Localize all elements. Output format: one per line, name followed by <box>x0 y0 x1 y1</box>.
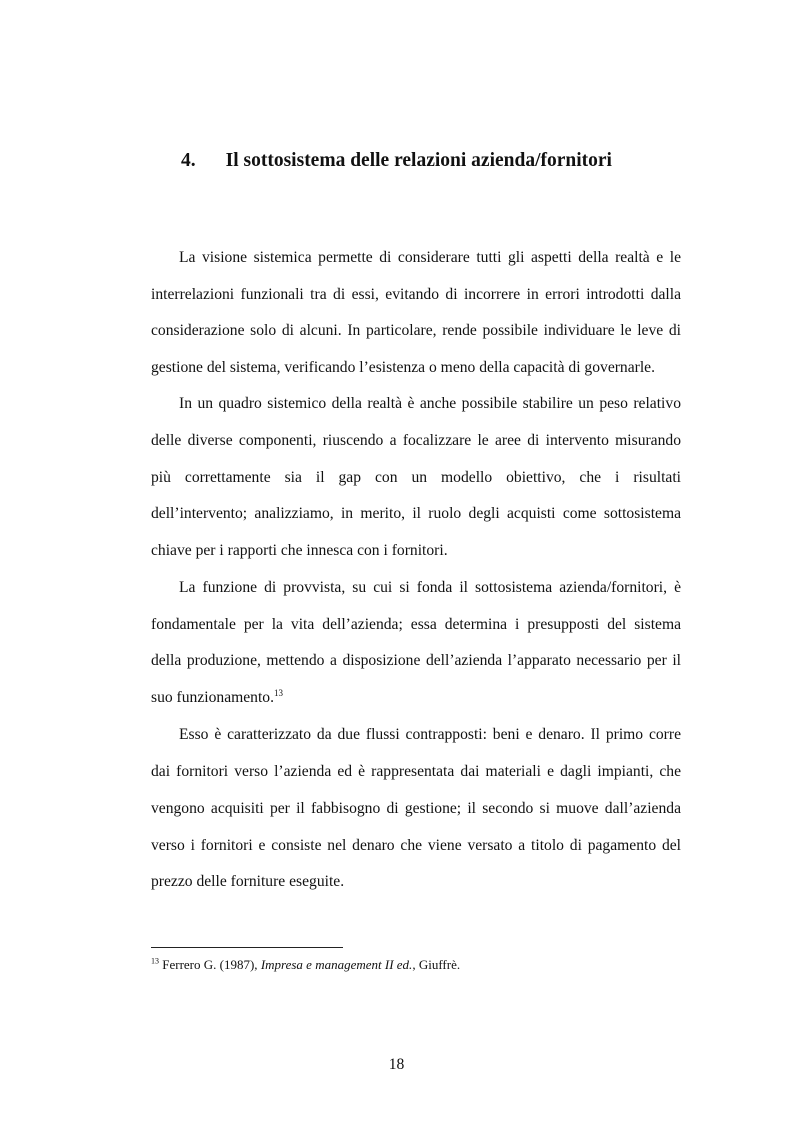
section-number: 4. <box>181 150 196 171</box>
text-line: chiave per i rapporti che innesca con i fornitori. <box>151 542 448 559</box>
text-line: interrelazioni funzionali tra di essi, evitando di incorrere in errori introdotti dalla <box>151 286 681 303</box>
text-line: delle diverse componenti, riuscendo a focalizzare le aree di intervento misurando <box>151 432 681 449</box>
text-line: La visione sistemica permette di considerare tutti gli aspetti della realtà e le <box>179 249 681 266</box>
text-line: gestione del sistema, verificando l’esistenza o meno della capacità di governarle. <box>151 359 655 376</box>
text-line: verso i fornitori e consiste nel denaro che viene versato a titolo di pagamento del <box>151 837 681 854</box>
text-line: In un quadro sistemico della realtà è anche possibile stabilire un peso relativo <box>179 395 681 412</box>
text-line: della produzione, mettendo a disposizione dell’azienda l’apparato necessario per il <box>151 652 681 669</box>
text-line: prezzo delle forniture eseguite. <box>151 873 345 890</box>
text-line: più correttamente sia il gap con un modello obiettivo, che i risultati <box>151 469 681 486</box>
text-line-content: suo funzionamento. <box>151 689 274 706</box>
text-line: Esso è caratterizzato da due flussi contrapposti: beni e denaro. Il primo corre <box>179 726 681 743</box>
text-line: dell’intervento; analizziamo, in merito, il ruolo degli acquisti come sottosistema <box>151 505 681 522</box>
section-title: Il sottosistema delle relazioni azienda/fornitori <box>225 150 612 171</box>
text-line: dai fornitori verso l’azienda ed è rappresentata dai materiali e dagli impianti, che <box>151 763 681 780</box>
footnote-number: 13 <box>151 956 159 966</box>
footnote-title: Impresa e management II ed. <box>260 957 413 972</box>
text-line <box>151 689 681 707</box>
footnote <box>151 957 460 973</box>
footnote-suffix: , Giuffrè. <box>412 957 461 972</box>
text-line: fondamentale per la vita dell’azienda; essa determina i presupposti del sistema <box>151 616 681 633</box>
text-line: La funzione di provvista, su cui si fonda il sottosistema azienda/fornitori, è <box>179 579 681 596</box>
footnote-prefix: Ferrero G. (1987), <box>162 957 261 972</box>
page-number: 18 <box>388 1056 405 1073</box>
text-line: considerazione solo di alcuni. In particolare, rende possibile individuare le leve di <box>151 322 681 339</box>
footnote-divider <box>151 947 343 948</box>
section-heading <box>0 150 793 172</box>
footnote-reference: 13 <box>274 687 283 698</box>
text-line: vengono acquisiti per il fabbisogno di gestione; il secondo si muove dall’azienda <box>151 800 681 817</box>
